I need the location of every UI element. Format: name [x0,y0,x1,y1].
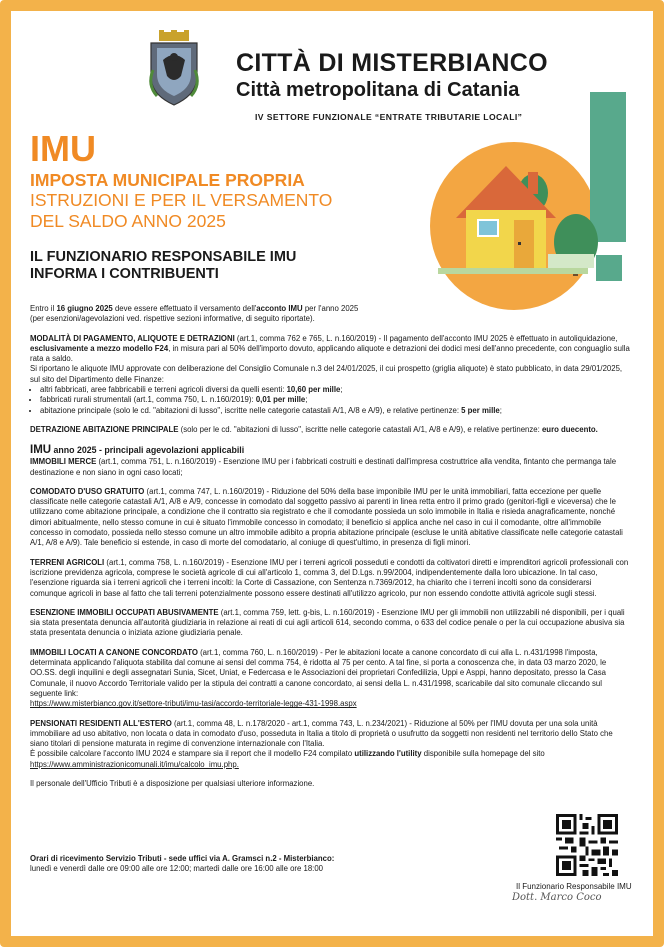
modalita-paragraph: MODALITÀ DI PAGAMENTO, ALIQUOTE E DETRAZIONI (art.1, comma 762 e 765, L. n.160/2019) - Il pagamento dell'acconto IMU 2025 è effettuato in autoliquidazione, esclusivamente a mezzo modello F24, in misura pari al 50% dell'importo dovuto, applicando aliquote e detrazioni dei dodici mesi dell'anno precedente, con conguaglio sulla rata a saldo. Si riportano le aliquote IMU approvate con deliberazione del Consiglio Comunale n.3 del 24/01/2025, il cui prospetto (griglia aliquote) è stato pubblicato, in data 29/01/2025, sul sito del Dipartimento delle Finanze: [30,333,630,384]
intro-paragraph: Entro il 16 giugno 2025 deve essere effettuato il versamento dell'acconto IMU per l'anno 2025 (per esenzioni/agevolazioni ved. rispettive sezioni informative, di seguito riportate). [30,304,359,324]
aliquote-list [30,385,630,416]
list-item: • abitazione principale (solo le cd. "abitazioni di lusso", iscritte nelle categorie catastali A/1, A/8 e A/9), e relative pertinenze: 5 per mille; [40,406,630,416]
orari-title: Orari di ricevimento Servizio Tributi - sede uffici via A. Gramsci n.2 - Misterbianco: [30,854,335,863]
esenzione-paragraph: ESENZIONE IMMOBILI OCCUPATI ABUSIVAMENTE (art.1, comma 759, lett. g-bis, L. n.160/2019) - Esenzione IMU per gli immobili non utilizzabili né disponibili, per i quali sia stata presentata denuncia all'autorità giudiziaria in relazione ai reati di cui agli articoli 614, secondo comma, o 633 del codice penale o per la cui occupazione abusiva sia stata presentata denuncia o iniziata azione giudiziaria penale. [30,607,625,638]
orari-text: lunedì e venerdì dalle ore 09:00 alle ore 12:00; martedì dalle ore 16:00 alle ore 18:00 [30,864,324,874]
list-item: • altri fabbricati, aree fabbricabili e terreni agricoli diversi da quelli esenti: 10,60 per mille; [40,385,630,395]
firma-label: Il Funzionario Responsabile IMU [516,882,632,891]
list-item: • fabbricati rurali strumentali (art.1, comma 750, L. n.160/2019): 0,01 per mille; [40,395,630,405]
accordo-territoriale-link[interactable]: https://www.misterbianco.gov.it/settore-tributi/imu-tasi/accordo-territoriale-legge-431-1998.aspx [30,699,357,709]
settore-label: IV SETTORE FUNZIONALE “ENTRATE TRIBUTARIE LOCALI” [255,112,523,122]
subtitle-line-1: IL FUNZIONARIO RESPONSABILE IMU [30,249,297,265]
exclamation-dot [596,255,622,281]
city-name: CITTÀ DI MISTERBIANCO [236,49,548,77]
subtitle-line-2: INFORMA I CONTRIBUENTI [30,266,219,282]
immobili-merce-paragraph: IMMOBILI MERCE (art.1, comma 751, L. n.160/2019) - Esenzione IMU per i fabbricati costruiti e destinati dall'impresa costruttrice alla vendita, fintanto che permanga tale destinazione e non siano in ogni caso locati; [30,457,617,477]
agevolazioni-heading: IMU anno 2025 - principali agevolazioni applicabili [30,444,245,457]
canone-paragraph: IMMOBILI LOCATI A CANONE CONCORDATO (art.1, comma 760, L. n.160/2019) - Per le abitazioni locate a canone concordato di cui alla L. n.431/1998 l'imposta, determinata applicando l'aliquota stabilita dal comune ai sensi del comma 754, è ridotta al 75 per cento. A tal fine, si porta a conoscenza che, in data 03 marzo 2020, le OO.SS. degli inquilini e degli assegnatari Sunia, Sicet, Uniat, e Federcasa e le Associazioni dei proprietari Confedilizia, Uppi e Asppi, hanno depositato, presso la Casa Comunale, il nuovo Accordo Territoriale valido per la stipula dei contratti a canone concordato, ai sensi della L. n.431/1998, scaricabile dal sito comunale cliccando sul seguente link: https://www.misterbianco.gov.it/settore-tributi/imu-tasi/accordo-territoriale-legge-431-1998.aspx [30,647,607,709]
orari-block [30,854,430,875]
city-crest-logo [143,30,205,106]
imu-heading: IMU [30,128,96,169]
title-line-1: IMPOSTA MUNICIPALE PROPRIA [30,170,305,190]
title-line-2: ISTRUZIONI E PER IL VERSAMENTO [30,190,333,210]
qr-code[interactable] [556,814,618,876]
comodato-paragraph: COMODATO D'USO GRATUITO (art.1, comma 747, L. n.160/2019) - Riduzione del 50% della base imponibile IMU per le unità immobiliari, fatta eccezione per quelle classificate nelle categorie catastali A/1, A/8 e A/9, concesse in comodato dal soggetto passivo ai parenti in linea retta entro il primo grado (genitori-figli e viceversa) che le utilizzano come abitazione principale, a condizione che il contratto sia registrato e che il comodante possieda un solo immobile in Italia e risieda anagraficamente, nonché dimori abitualmente, nello stesso comune in cui è situato l'immobile concesso in comodato; il beneficio si applica anche nel caso in cui il comodante, oltre all'immobile concesso in comodato, possieda nello stesso comune un altro immobile adibito a propria abitazione principale (escluse le unità abitative classificate nelle categorie catastali A/1, A/8 e A/9). Tale beneficio si estende, in caso di morte del comodatario, al coniuge di quest'ultimo, in presenza di figli minori. [30,486,623,548]
pensionati-paragraph: PENSIONATI RESIDENTI ALL'ESTERO (art.1, comma 48, L. n.178/2020 - art.1, comma 743, L. n.234/2021) - Riduzione al 50% per l'IMU dovuta per una sola unità immobiliare ad uso abitativo, non locata o data in comodato d'uso, posseduta in Italia a titolo di proprietà o usufrutto da soggetti non residenti nel territorio dello Stato che siano titolari di pensione maturata in regime di convenzione internazionale con l'Italia. È possibile calcolare l'acconto IMU 2024 e stampare sia il report che il modello F24 compilato utilizzando l'utility disponibile sulla homepage del sito https://www.amministrazionicomunali.it/imu/calcolo_imu.php. [30,718,613,769]
title-line-3: DEL SALDO ANNO 2025 [30,211,226,231]
personale-paragraph: Il personale dell'Ufficio Tributi è a disposizione per qualsiasi ulteriore informazione. [30,778,315,788]
detrazione-paragraph: DETRAZIONE ABITAZIONE PRINCIPALE (solo per le cd. "abitazioni di lusso", iscritte nelle categorie catastali A/1, A/8 e A/9), e relative pertinenze: euro duecento. [30,424,598,434]
house-illustration [428,92,646,322]
calcolo-imu-link[interactable]: https://www.amministrazionicomunali.it/imu/calcolo_imu.php. [30,759,239,769]
body-text [30,304,630,789]
firma-signature: Dott. Marco Coco [512,892,602,903]
terreni-paragraph: TERRENI AGRICOLI (art.1, comma 758, L. n.160/2019) - Esenzione IMU per i terreni agricoli posseduti e condotti da coltivatori diretti e imprenditori agricoli professionali con iscrizione previdenza agricola, comprese le società agricole di cui all'articolo 1, comma 3, del D.Lgs. n.99/2004, indipendentemente dalla loro ubicazione. In tal caso, l'esenzione riguarda sia i terreni agricoli che i terreni incolti: la Corte di Cassazione, con Sentenza n.7369/2012, ha chiarito che i terreni incolti sono da considerarsi comunque agricoli in base al fatto che tali terreni potenzialmente possono essere destinati all'utilizzo agricolo, pur non essendo condotte attività agricole sugli stessi. [30,557,629,598]
metro-name: Città metropolitana di Catania [236,79,520,101]
